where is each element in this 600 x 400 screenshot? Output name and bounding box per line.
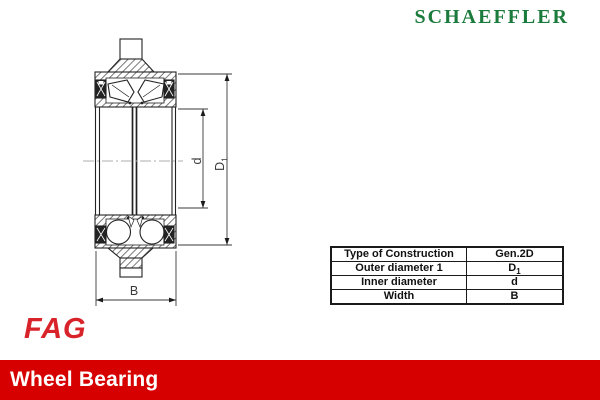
table-row: [331, 262, 563, 276]
dimension-label-width: B: [129, 284, 139, 298]
spec-label: Outer diameter 1: [331, 262, 467, 276]
dimension-arrows: [96, 74, 229, 302]
product-title: Wheel Bearing: [10, 368, 159, 391]
table-row: [331, 247, 563, 262]
bearing-body: [95, 39, 176, 277]
bearing-cross-section-drawing: [60, 30, 300, 320]
fag-logo: FAG: [24, 313, 87, 345]
dimension-label-outer-diameter: $D_1$: [213, 157, 230, 171]
spec-label: Width: [331, 290, 467, 305]
spec-label: Inner diameter: [331, 276, 467, 290]
spec-value: $D_1$: [467, 262, 564, 276]
spec-value: B: [467, 290, 564, 305]
footer-bar: [0, 360, 600, 400]
dimension-label-inner-diameter: d: [190, 157, 204, 165]
spec-label: Type of Construction: [331, 247, 467, 262]
table-row: [331, 290, 563, 305]
table-row: [331, 276, 563, 290]
spec-table: [330, 246, 564, 305]
schaeffler-logo: SCHAEFFLER: [414, 6, 569, 28]
spec-value: Gen.2D: [467, 247, 564, 262]
dimension-lines: [96, 74, 232, 306]
spec-value: d: [467, 276, 564, 290]
